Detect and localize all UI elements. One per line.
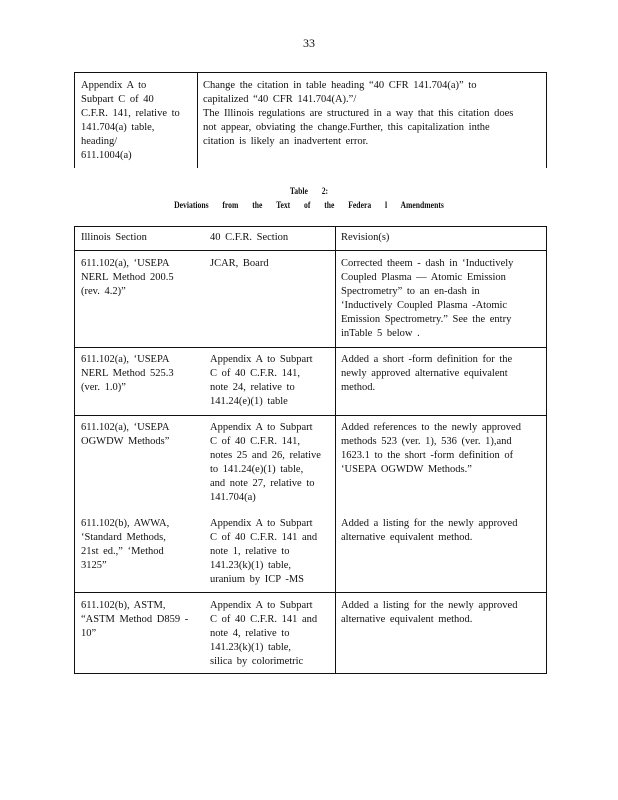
table-border: [74, 72, 547, 73]
cell-revision: Added references to the newly approved methods 523 (ver. 1), 536 (ver. 1),and 1623.1 to the short -form definition of ‘USEPA OGWDW Methods.”: [341, 422, 521, 475]
cell-cfr-section: Appendix A to Subpart C of 40 C.F.R. 141 and note 1, relative to 141.23(k)(1) table, uranium by ICP -MS: [210, 518, 318, 585]
cell-cfr-section: Appendix A to Subpart C of 40 C.F.R. 141, notes 25 and 26, relative to 141.24(e)(1) table, and note 27, relative to 141.704(a): [210, 422, 321, 503]
table-cell-section: Appendix A to Subpart C of 40 C.F.R. 141, relative to 141.704(a) table, heading/ 611.1004(a): [81, 80, 180, 161]
cell-illinois-section: 611.102(b), AWWA, ‘Standard Methods, 21st ed.,” ‘Method 3125”: [81, 518, 170, 571]
table-border: [197, 72, 198, 168]
table-border: [74, 347, 547, 348]
table-border: [74, 415, 547, 416]
table-border: [74, 673, 547, 674]
cell-revision: Added a listing for the newly approved alternative equivalent method.: [341, 518, 518, 543]
cell-illinois-section: 611.102(a), ‘USEPA OGWDW Methods”: [81, 422, 170, 447]
cell-illinois-section: 611.102(a), ‘USEPA NERL Method 525.3 (ver. 1.0)”: [81, 354, 174, 393]
table-border: [74, 72, 75, 168]
table-caption: Table 2:: [289, 186, 329, 196]
column-header: 40 C.F.R. Section: [210, 232, 289, 243]
cell-revision: Added a listing for the newly approved alternative equivalent method.: [341, 600, 518, 625]
table-border: [74, 592, 547, 593]
table-border: [546, 72, 547, 168]
page-number: 33: [303, 36, 315, 50]
cell-revision: Added a short -form definition for the newly approved alternative equivalent method.: [341, 354, 513, 393]
table-border: [74, 226, 547, 227]
cell-cfr-section: Appendix A to Subpart C of 40 C.F.R. 141 and note 4, relative to 141.23(k)(1) table, silica by colorimetric: [210, 600, 318, 667]
table-border: [74, 226, 75, 674]
cell-cfr-section: Appendix A to Subpart C of 40 C.F.R. 141, note 24, relative to 141.24(e)(1) table: [210, 354, 313, 407]
table-caption-subtitle: Deviations from the Text of the Federa l Amendments: [174, 200, 444, 210]
table-border: [335, 226, 336, 674]
cell-illinois-section: 611.102(b), ASTM, “ASTM Method D859 - 10”: [81, 600, 189, 639]
column-header: Illinois Section: [81, 232, 147, 243]
cell-revision: Corrected theem - dash in ‘Inductively Coupled Plasma — Atomic Emission Spectrometry” to an en-dash in ‘Inductively Coupled Plasma -Atomic Emission Spectrometry.” See the entry inTable 5 below .: [341, 258, 514, 339]
cell-cfr-section: JCAR, Board: [210, 258, 269, 269]
cell-illinois-section: 611.102(a), ‘USEPA NERL Method 200.5 (rev. 4.2)”: [81, 258, 174, 297]
table-cell-revision: Change the citation in table heading “40 CFR 141.704(a)” to capitalized “40 CFR 141.704(A).”/ The Illinois regulations are structured in a way that this citation does not appear, obviating the change.Further, this capitalization inthe citation is likely an inadvertent error.: [203, 80, 514, 147]
column-header: Revision(s): [341, 232, 390, 243]
table-border: [74, 250, 547, 251]
table-border: [546, 226, 547, 674]
